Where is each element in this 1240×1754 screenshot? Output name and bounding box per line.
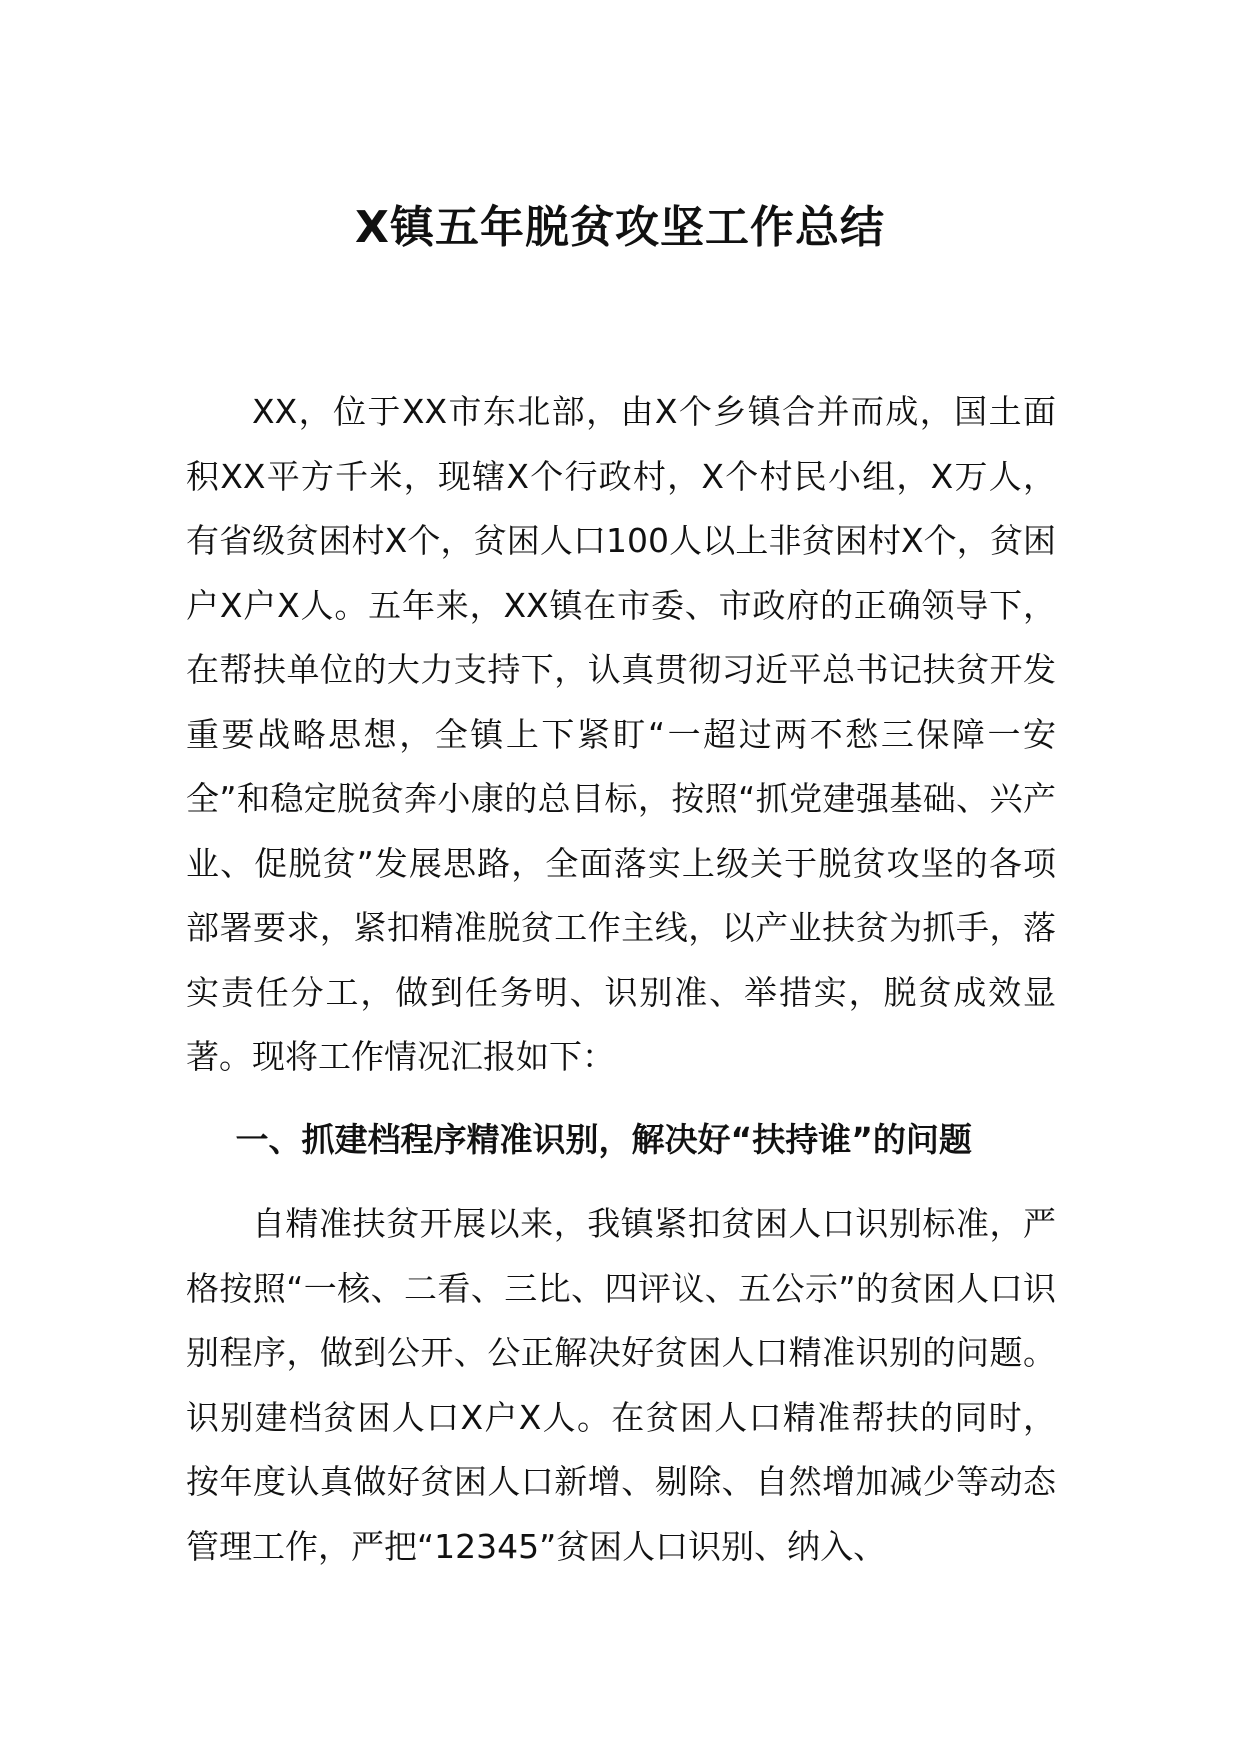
intro-paragraph: XX，位于XX市东北部，由X个乡镇合并而成，国土面积XX平方千米，现辖X个行政村，X个村民小组，X万人，有省级贫困村X个，贫困人口100人以上非贫困村X个，贫困户X户X人。五年来，XX镇在市委、市政府的正确领导下，在帮扶单位的大力支持下，认真贯彻习近平总书记扶贫开发重要战略思想，全镇上下紧盯“一超过两不愁三保障一安全”和稳定脱贫奔小康的总目标，按照“抓党建强基础、兴产业、促脱贫”发展思路，全面落实上级关于脱贫攻坚的各项部署要求，紧扣精准脱贫工作主线，以产业扶贫为抓手，落实责任分工，做到任务明、识别准、举措实，脱贫成效显著。现将工作情况汇报如下： (186, 392, 1056, 1076)
section-paragraph: 自精准扶贫开展以来，我镇紧扣贫困人口识别标准，严格按照“一核、二看、三比、四评议、五公示”的贫困人口识别程序，做到公开、公正解决好贫困人口精准识别的问题。识别建档贫困人口X户X人。在贫困人口精准帮扶的同时，按年度认真做好贫困人口新增、剔除、自然增加减少等动态管理工作，严把“12345”贫困人口识别、纳入、 (186, 1204, 1056, 1566)
section-heading: 一、抓建档程序精准识别，解决好“扶持谁”的问题 (235, 1120, 972, 1159)
document-title: X镇五年脱贫攻坚工作总结 (355, 202, 885, 253)
